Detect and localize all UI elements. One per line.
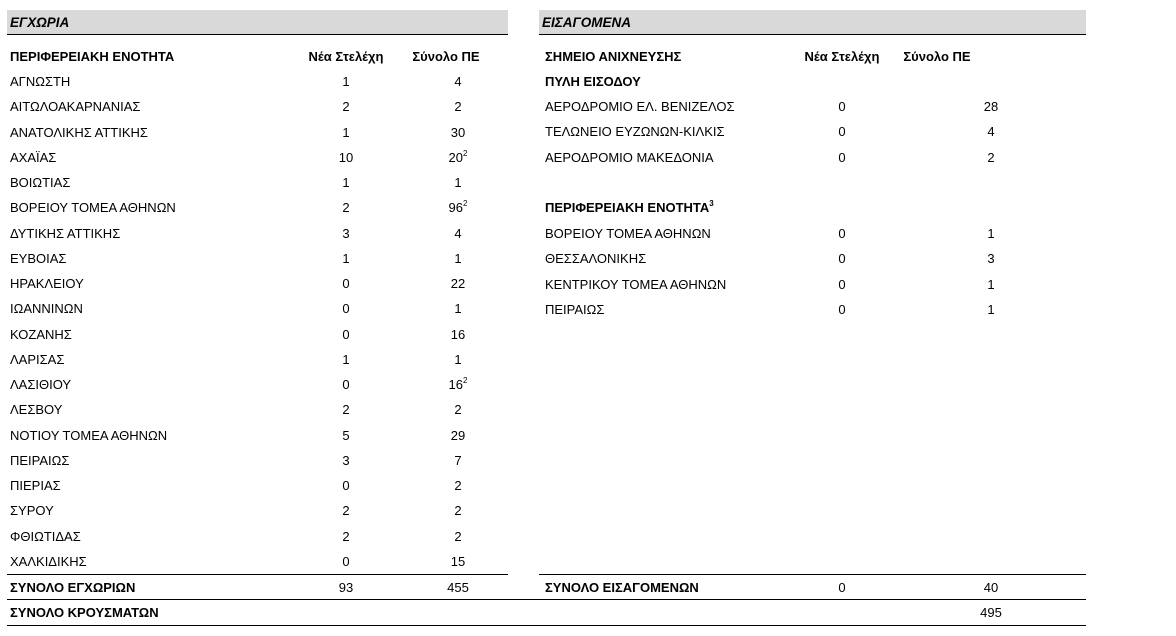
total-number: 16 bbox=[448, 377, 463, 392]
new-strains-value: 0 bbox=[342, 326, 350, 342]
new-strains-column-header: Νέα Στελέχη bbox=[308, 49, 384, 64]
imported-total-column-header: Σύνολο ΠΕ bbox=[903, 49, 971, 64]
region-name: ΝΟΤΙΟΥ ΤΟΜΕΑ ΑΘΗΝΩΝ bbox=[10, 427, 168, 443]
total-value: 3 bbox=[987, 251, 995, 267]
total-value bbox=[383, 549, 533, 574]
imported-section-title: ΕΙΣΑΓΟΜΕΝΑ bbox=[539, 10, 1086, 35]
detection-point-name: ΑΕΡΟΔΡΟΜΙΟ ΜΑΚΕΔΟΝΙΑ bbox=[545, 149, 714, 165]
entry-gate-subtitle: ΠΥΛΗ ΕΙΣΟΔΟΥ bbox=[545, 74, 641, 89]
table-row bbox=[0, 397, 540, 422]
region-name: ΚΟΖΑΝΗΣ bbox=[10, 326, 72, 342]
table-row bbox=[0, 347, 540, 372]
new-strains-value: 2 bbox=[342, 200, 350, 216]
total-number: 1 bbox=[454, 301, 462, 317]
total-value: 1 bbox=[987, 276, 995, 292]
detection-point-name: ΚΕΝΤΡΙΚΟΥ ΤΟΜΕΑ ΑΘΗΝΩΝ bbox=[545, 276, 727, 292]
region-name: ΛΑΣΙΘΙΟΥ bbox=[10, 377, 72, 392]
detection-point-name: ΠΕΙΡΑΙΩΣ bbox=[545, 301, 605, 317]
new-strains-value: 0 bbox=[342, 478, 350, 493]
table-row bbox=[0, 524, 540, 549]
domestic-section-title: ΕΓΧΩΡΙΑ bbox=[7, 10, 508, 35]
region-name: ΗΡΑΚΛΕΙΟΥ bbox=[10, 276, 84, 291]
table-row bbox=[0, 448, 540, 473]
total-value bbox=[383, 397, 533, 422]
imported-new-strains-column-header: Νέα Στελέχη bbox=[804, 49, 880, 64]
table-row bbox=[0, 272, 1100, 297]
detection-point-name: ΒΟΡΕΙΟΥ ΤΟΜΕΑ ΑΘΗΝΩΝ bbox=[545, 226, 711, 241]
table-row bbox=[0, 195, 540, 220]
new-strains-value: 1 bbox=[342, 351, 350, 367]
total-value bbox=[383, 347, 533, 372]
new-strains-value: 0 bbox=[838, 99, 846, 114]
domestic-total-new: 93 bbox=[338, 580, 354, 595]
new-strains-value: 2 bbox=[342, 402, 350, 418]
total-number: 2 bbox=[454, 99, 462, 115]
new-strains-value: 1 bbox=[342, 74, 350, 89]
imported-total-label: ΣΥΝΟΛΟ ΕΙΣΑΓΟΜΕΝΩΝ bbox=[545, 580, 699, 595]
total-number: 1 bbox=[454, 351, 462, 367]
detection-point-name: ΑΕΡΟΔΡΟΜΙΟ ΕΛ. ΒΕΝΙΖΕΛΟΣ bbox=[545, 99, 735, 114]
region-name: ΑΙΤΩΛΟΑΚΑΡΝΑΝΙΑΣ bbox=[10, 99, 141, 115]
new-strains-value: 0 bbox=[342, 276, 350, 291]
total-value: 28 bbox=[983, 99, 999, 114]
region-name: ΑΓΝΩΣΤΗ bbox=[10, 74, 71, 89]
total-value bbox=[383, 448, 533, 473]
detection-point-name: ΤΕΛΩΝΕΙΟ ΕΥΖΩΝΩΝ-ΚΙΛΚΙΣ bbox=[545, 124, 725, 140]
table-row bbox=[0, 145, 1100, 170]
region-name: ΛΑΡΙΣΑΣ bbox=[10, 351, 65, 367]
total-value bbox=[383, 372, 533, 397]
total-number: 2 bbox=[454, 528, 462, 544]
total-value bbox=[383, 195, 533, 220]
table-row bbox=[0, 170, 540, 195]
regional-unit-subtitle-text: ΠΕΡΙΦΕΡΕΙΑΚΗ ΕΝΟΤΗΤΑ bbox=[545, 200, 710, 215]
imported-total-new: 0 bbox=[838, 580, 846, 595]
total-value bbox=[383, 423, 533, 448]
table-row bbox=[0, 246, 1100, 271]
table-row bbox=[0, 473, 540, 498]
new-strains-value: 10 bbox=[338, 149, 354, 165]
total-number: 15 bbox=[450, 553, 466, 569]
footnote-marker: 2 bbox=[463, 148, 468, 158]
total-number: 4 bbox=[454, 225, 462, 241]
region-name: ΠΕΙΡΑΙΩΣ bbox=[10, 452, 70, 468]
total-number: 1 bbox=[454, 175, 462, 190]
table-row bbox=[0, 69, 540, 94]
regional-unit-subtitle bbox=[545, 195, 714, 220]
new-strains-value: 0 bbox=[342, 553, 350, 569]
footnote-marker: 2 bbox=[463, 376, 468, 385]
region-name: ΠΙΕΡΙΑΣ bbox=[10, 478, 61, 493]
table-row bbox=[0, 119, 1100, 144]
new-strains-value: 0 bbox=[342, 377, 350, 392]
new-strains-value: 0 bbox=[838, 276, 846, 292]
region-name: ΣΥΡΟΥ bbox=[10, 503, 54, 519]
region-name: ΧΑΛΚΙΔΙΚΗΣ bbox=[10, 553, 87, 569]
table-row bbox=[0, 94, 1100, 119]
new-strains-value: 0 bbox=[838, 301, 846, 317]
total-value: 1 bbox=[987, 226, 995, 241]
total-number: 1 bbox=[454, 250, 462, 266]
imported-total-row bbox=[0, 575, 1100, 600]
grand-total-row bbox=[0, 600, 1100, 625]
bottom-border bbox=[7, 625, 1086, 626]
grand-total-value: 495 bbox=[980, 605, 1002, 620]
total-number: 29 bbox=[450, 427, 466, 443]
total-number: 2 bbox=[454, 503, 462, 519]
domestic-total-total: 455 bbox=[447, 580, 469, 595]
total-value bbox=[383, 473, 533, 498]
total-value bbox=[383, 498, 533, 523]
table-row bbox=[0, 549, 540, 574]
total-value: 2 bbox=[987, 149, 995, 165]
region-name: ΦΘΙΩΤΙΔΑΣ bbox=[10, 528, 81, 544]
new-strains-value: 1 bbox=[342, 124, 350, 140]
region-name: ΒΟΙΩΤΙΑΣ bbox=[10, 175, 71, 190]
new-strains-value: 1 bbox=[342, 250, 350, 266]
grand-total-label: ΣΥΝΟΛΟ ΚΡΟΥΣΜΑΤΩΝ bbox=[10, 605, 159, 620]
region-name: ΒΟΡΕΙΟΥ ΤΟΜΕΑ ΑΘΗΝΩΝ bbox=[10, 200, 176, 216]
table-row bbox=[0, 322, 540, 347]
total-value bbox=[383, 170, 533, 195]
region-column-header: ΠΕΡΙΦΕΡΕΙΑΚΗ ΕΝΟΤΗΤΑ bbox=[10, 49, 175, 64]
total-number: 2 bbox=[454, 478, 462, 493]
new-strains-value: 3 bbox=[342, 452, 350, 468]
total-number: 16 bbox=[450, 326, 466, 342]
table-row bbox=[0, 423, 540, 448]
total-value bbox=[383, 322, 533, 347]
table-row bbox=[0, 297, 1100, 322]
table-row bbox=[0, 372, 540, 397]
new-strains-value: 2 bbox=[342, 528, 350, 544]
region-name: ΙΩΑΝΝΙΝΩΝ bbox=[10, 301, 83, 317]
footnote-marker: 3 bbox=[709, 199, 714, 208]
new-strains-value: 2 bbox=[342, 99, 350, 115]
region-name: ΔΥΤΙΚΗΣ ΑΤΤΙΚΗΣ bbox=[10, 225, 121, 241]
new-strains-value: 0 bbox=[838, 226, 846, 241]
new-strains-value: 1 bbox=[342, 175, 350, 190]
new-strains-value: 2 bbox=[342, 503, 350, 519]
total-value: 4 bbox=[987, 124, 995, 140]
total-value bbox=[383, 524, 533, 549]
region-name: ΑΧΑΪΑΣ bbox=[10, 149, 57, 165]
domestic-total-label: ΣΥΝΟΛΟ ΕΓΧΩΡΙΩΝ bbox=[10, 580, 136, 595]
detection-point-column-header: ΣΗΜΕΙΟ ΑΝΙΧΝΕΥΣΗΣ bbox=[545, 49, 682, 64]
new-strains-value: 0 bbox=[838, 124, 846, 140]
detection-point-name: ΘΕΣΣΑΛΟΝΙΚΗΣ bbox=[545, 251, 647, 267]
new-strains-value: 3 bbox=[342, 225, 350, 241]
footnote-marker: 2 bbox=[463, 199, 468, 209]
new-strains-value: 5 bbox=[342, 427, 350, 443]
new-strains-value: 0 bbox=[838, 149, 846, 165]
total-column-header: Σύνολο ΠΕ bbox=[412, 49, 480, 64]
total-number: 22 bbox=[450, 276, 466, 291]
total-number: 20 bbox=[448, 149, 463, 165]
table-row bbox=[0, 221, 1100, 246]
region-name: ΛΕΣΒΟΥ bbox=[10, 402, 63, 418]
total-value: 1 bbox=[987, 301, 995, 317]
new-strains-value: 0 bbox=[838, 251, 846, 267]
imported-total-total: 40 bbox=[983, 580, 999, 595]
region-name: ΕΥΒΟΙΑΣ bbox=[10, 250, 67, 266]
imported-header-row bbox=[0, 44, 1100, 69]
total-value bbox=[383, 69, 533, 94]
total-number: 7 bbox=[454, 452, 462, 468]
new-strains-value: 0 bbox=[342, 301, 350, 317]
total-number: 96 bbox=[448, 200, 463, 216]
total-number: 30 bbox=[450, 124, 466, 140]
table-row bbox=[0, 498, 540, 523]
total-number: 2 bbox=[454, 402, 462, 418]
total-number: 4 bbox=[454, 74, 462, 89]
region-name: ΑΝΑΤΟΛΙΚΗΣ ΑΤΤΙΚΗΣ bbox=[10, 124, 148, 140]
